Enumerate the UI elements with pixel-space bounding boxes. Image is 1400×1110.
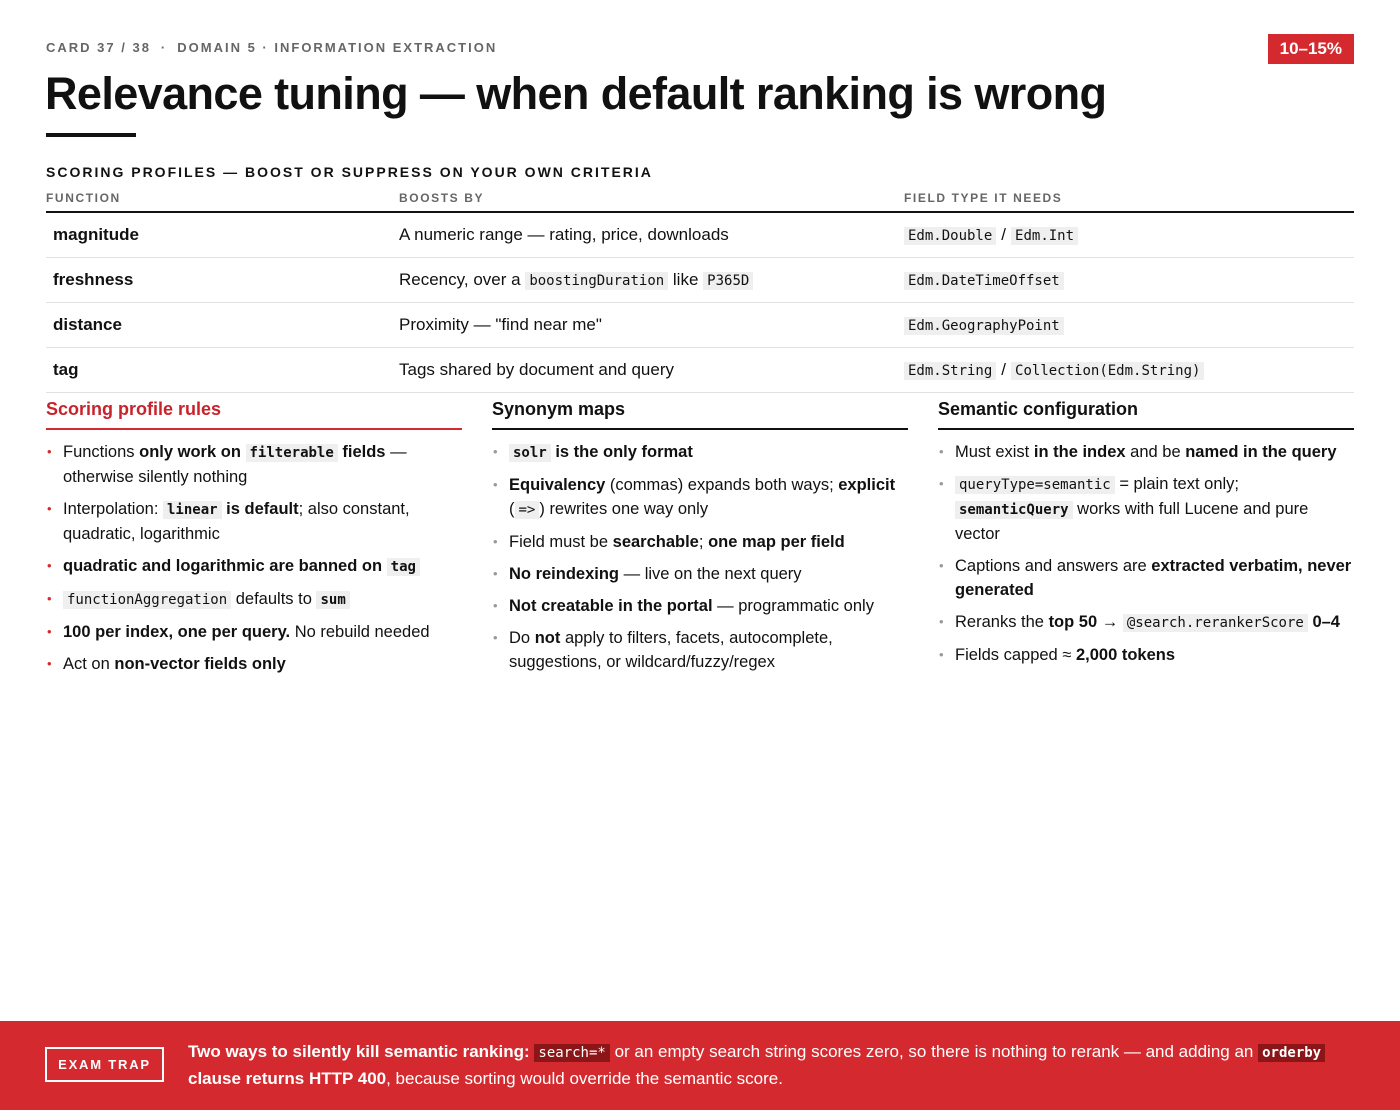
- list-item: [492, 562, 908, 586]
- boosts-by-cell: Tags shared by document and query: [399, 347, 904, 392]
- item-text: and be: [1130, 443, 1181, 461]
- item-text: (: [509, 500, 515, 518]
- item-bold: fields: [342, 443, 386, 461]
- list-item: [938, 610, 1354, 635]
- list-item: [46, 554, 462, 579]
- semantic-config-list: [938, 440, 1354, 667]
- item-bold: named in the query: [1185, 443, 1337, 461]
- item-text: ;: [698, 533, 704, 551]
- list-item: [492, 594, 908, 618]
- list-item: [492, 440, 908, 465]
- item-bold: Equivalency: [509, 476, 606, 494]
- field-type-cell: [904, 212, 1354, 257]
- domain-label: DOMAIN 5 · INFORMATION EXTRACTION: [177, 40, 498, 55]
- trap-text-part: , because sorting would override the semantic score.: [386, 1069, 783, 1088]
- item-text: Functions: [63, 443, 135, 461]
- item-text: — live on the next query: [623, 565, 802, 583]
- item-bold: 100 per index, one per query.: [63, 623, 291, 641]
- item-text: defaults to: [235, 590, 312, 608]
- slash-separator: /: [1001, 224, 1007, 244]
- list-item: [938, 440, 1354, 464]
- list-item: [46, 652, 462, 676]
- field-type-code: Edm.String: [904, 362, 996, 380]
- item-text: Fields capped ≈: [955, 646, 1072, 664]
- boosts-by-cell: Proximity — "find near me": [399, 302, 904, 347]
- item-bold: in the index: [1033, 443, 1126, 461]
- field-type-cell: [904, 302, 1354, 347]
- inline-code: search=*: [534, 1044, 609, 1062]
- item-bold: only work on: [139, 443, 241, 461]
- field-type-code: Collection(Edm.String): [1011, 362, 1204, 380]
- item-text: Do: [509, 629, 531, 647]
- item-bold: 0–4: [1312, 613, 1340, 631]
- table-header-row: [46, 188, 1354, 212]
- boost-text: like: [672, 269, 699, 289]
- exam-trap-banner: [0, 1021, 1400, 1110]
- item-bold: explicit: [838, 476, 896, 494]
- inline-code: linear: [163, 501, 222, 519]
- eyebrow-separator: ·: [160, 40, 168, 55]
- item-bold: top 50: [1048, 613, 1098, 631]
- column-header-boosts-by: BOOSTS BY: [399, 188, 904, 212]
- scoring-section-heading: SCORING PROFILES — BOOST OR SUPPRESS ON YOUR OWN CRITERIA: [46, 164, 653, 180]
- item-bold: quadratic and logarithmic are banned on: [63, 557, 383, 575]
- field-type-code: Edm.Double: [904, 227, 996, 245]
- inline-code: @search.rerankerScore: [1123, 614, 1308, 632]
- synonym-maps-column: [492, 398, 908, 682]
- item-text: (commas) expands both ways;: [609, 476, 834, 494]
- table-row: [46, 347, 1354, 392]
- table-row: [46, 212, 1354, 257]
- item-text: — programmatic only: [717, 597, 874, 615]
- field-type-cell: [904, 257, 1354, 302]
- table-row: [46, 257, 1354, 302]
- item-text: Captions and answers are: [955, 557, 1147, 575]
- item-text: ) rewrites one way only: [539, 500, 709, 518]
- boosts-by-cell: A numeric range — rating, price, downloads: [399, 212, 904, 257]
- item-bold: Not creatable in the portal: [509, 597, 713, 615]
- item-bold: 2,000 tokens: [1075, 646, 1176, 664]
- card-eyebrow: [46, 40, 497, 55]
- inline-code: P365D: [703, 272, 753, 290]
- scoring-rules-heading: Scoring profile rules: [46, 398, 462, 430]
- item-bold: is default: [226, 500, 299, 518]
- list-item: [938, 643, 1354, 667]
- field-type-code: Edm.DateTimeOffset: [904, 272, 1064, 290]
- page-title: Relevance tuning — when default ranking is wrong: [45, 68, 1107, 119]
- item-bold: No reindexing: [509, 565, 620, 583]
- item-bold: non-vector fields only: [114, 655, 286, 673]
- inline-code: tag: [387, 558, 420, 576]
- field-type-code: Edm.GeographyPoint: [904, 317, 1064, 335]
- exam-trap-text: [188, 1039, 1348, 1092]
- list-item: [46, 620, 462, 644]
- synonym-maps-heading: Synonym maps: [492, 398, 908, 430]
- list-item: [46, 440, 462, 489]
- list-item: [46, 587, 462, 612]
- item-text: No rebuild needed: [294, 623, 430, 641]
- item-bold: is the only format: [555, 443, 693, 461]
- inline-code: solr: [509, 444, 551, 462]
- inline-code: filterable: [246, 444, 338, 462]
- exam-trap-label: EXAM TRAP: [45, 1047, 164, 1082]
- item-bold: one map per field: [708, 533, 845, 551]
- slash-separator: /: [1001, 359, 1007, 379]
- function-name: freshness: [46, 257, 399, 302]
- list-item: [492, 626, 908, 674]
- scoring-rules-list: [46, 440, 462, 676]
- card-number: CARD 37 / 38: [46, 40, 151, 55]
- item-text: apply to filters, facets, autocomplete, suggestions, or wildcard/fuzzy/regex: [509, 629, 833, 671]
- function-name: tag: [46, 347, 399, 392]
- list-item: [938, 472, 1354, 546]
- column-header-field-type: FIELD TYPE IT NEEDS: [904, 188, 1354, 212]
- item-text: works with full Lucene and pure vector: [955, 500, 1309, 543]
- item-bold: searchable: [612, 533, 699, 551]
- scoring-table: [46, 188, 1354, 393]
- item-text: Must exist: [955, 443, 1030, 461]
- inline-code: semanticQuery: [955, 501, 1073, 519]
- item-bold: not: [534, 629, 561, 647]
- boosts-by-cell: [399, 257, 904, 302]
- inline-code: boostingDuration: [525, 272, 668, 290]
- column-header-function: FUNCTION: [46, 188, 399, 212]
- list-item: [46, 497, 462, 546]
- semantic-config-heading: Semantic configuration: [938, 398, 1354, 430]
- inline-code: orderby: [1258, 1044, 1325, 1062]
- arrow-glyph: →: [1101, 613, 1119, 631]
- title-underline: [46, 133, 136, 137]
- field-type-cell: [904, 347, 1354, 392]
- inline-code: =>: [515, 501, 540, 519]
- table-row: [46, 302, 1354, 347]
- trap-lead: Two ways to silently kill semantic ranking:: [188, 1042, 530, 1061]
- item-text: = plain text only;: [1119, 475, 1240, 493]
- list-item: [492, 473, 908, 522]
- semantic-config-column: [938, 398, 1354, 675]
- item-text: Interpolation:: [63, 500, 159, 518]
- inline-code: sum: [316, 591, 349, 609]
- synonym-maps-list: [492, 440, 908, 674]
- item-text: ; also constant, quadratic, logarithmic: [63, 500, 410, 543]
- item-text: — otherwise silently nothing: [63, 443, 407, 486]
- item-text: Reranks the: [955, 613, 1044, 631]
- list-item: [938, 554, 1354, 602]
- inline-code: functionAggregation: [63, 591, 231, 609]
- item-text: Act on: [63, 655, 110, 673]
- list-item: [492, 530, 908, 554]
- inline-code: queryType=semantic: [955, 476, 1115, 494]
- trap-text-part: or an empty search string scores zero, so there is nothing to rerank — and adding an: [614, 1042, 1254, 1061]
- boost-text: Recency, over a: [399, 269, 521, 289]
- function-name: magnitude: [46, 212, 399, 257]
- weight-badge: 10–15%: [1268, 34, 1354, 64]
- item-bold: extracted verbatim, never generated: [955, 557, 1352, 599]
- field-type-code: Edm.Int: [1011, 227, 1078, 245]
- trap-bold-part: clause returns HTTP 400: [188, 1069, 387, 1088]
- scoring-rules-column: [46, 398, 462, 684]
- function-name: distance: [46, 302, 399, 347]
- item-text: Field must be: [509, 533, 609, 551]
